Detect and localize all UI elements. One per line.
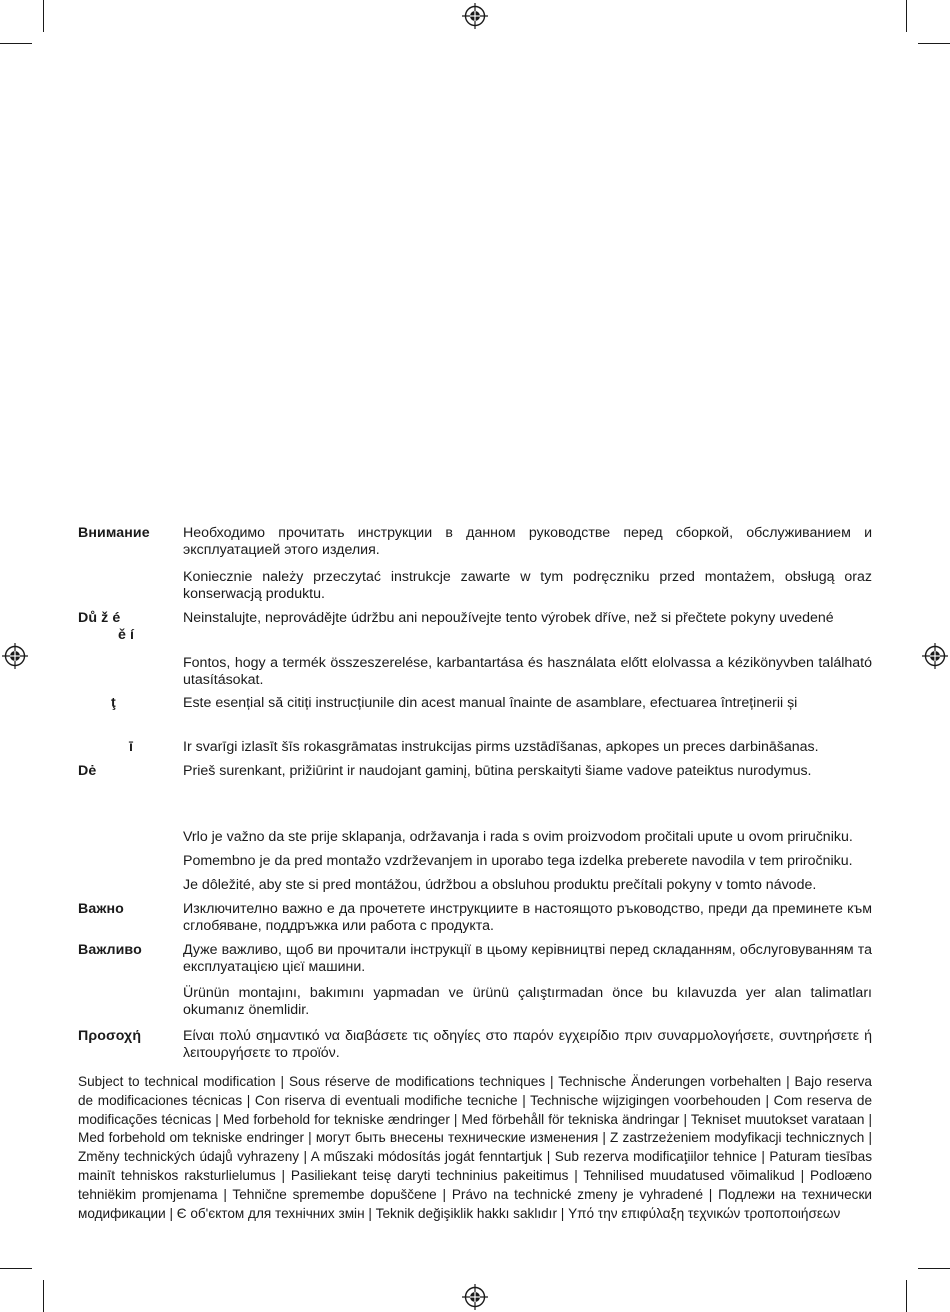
warning-text: Дуже важливо, щоб ви прочитали інструкції в цьому керівництві перед складанням, обслуговуванням та експлуатацією цієї машини. [183,942,872,975]
warning-entry-lt [78,763,872,780]
warning-label: Внимание [78,525,150,541]
warning-text: Prieš surenkant, prižiūrint ir naudojant gaminį, būtina perskaityti šiame vadove pateiktus nurodymus. [183,763,812,779]
warning-text: Vrlo je važno da ste prije sklapanja, održavanja i rada s ovim proizvodom pročitali upute u ovom priručniku. [183,829,853,845]
warning-label: ī [129,739,134,755]
warning-text: Ir svarīgi izlasīt šīs rokasgrāmatas instrukcijas pirms uzstādīšanas, apkopes un preces darbināšanas. [183,739,819,755]
warning-text: Fontos, hogy a termék összeszerelése, karbantartása és használata előtt elolvassa a kézikönyvben található utasításokat. [183,655,872,688]
warning-label [78,655,183,672]
crop-mark-top-left-h [0,43,32,44]
warning-entry-ro [78,695,872,712]
crop-mark-bottom-left-v [43,1280,44,1312]
warning-text: Είναι πολύ σημαντικό να διαβάσετε τις οδηγίες στο παρόν εγχειρίδιο πριν συναρμολογήσετε, συντηρήσετε ή λειτουργήσετε το προϊόν. [183,1028,872,1061]
warning-text: Je dôležité, aby ste si pred montážou, údržbou a obsluhou produktu prečítali pokyny v tomto návode. [183,877,817,893]
warning-entry-pl [78,569,872,603]
warning-label-line1: Dů ž é [78,610,121,626]
registration-mark-icon [462,1284,488,1310]
crop-mark-top-right-v [906,0,907,32]
warning-label [78,569,183,586]
crop-mark-bottom-right-h [918,1268,950,1269]
warning-entry-hr [78,829,872,846]
warning-label: Προσοχή [78,1028,142,1044]
warning-label [78,610,183,644]
crop-mark-bottom-left-h [0,1268,32,1269]
warning-label [78,877,183,894]
crop-mark-top-left-v [43,0,44,32]
warning-entry-bg [78,901,872,935]
warning-label: ţ [111,695,116,711]
warning-entry-sl [78,853,872,870]
technical-modification-notice: Subject to technical modification | Sous réserve de modifications techniques | Technische Änderungen vorbehalten | Bajo reserva de modificaciones técnicas | Con riserva di eventuali modifiche tecniche | Technische wijzigingen voorbehouden | Com reserva de modificações técnicas | Med forbehold for tekniske ændringer | Med förbehåll för tekniska ändringar | Tekniset muutokset varataan | Med forbehold om tekniske endringer | могут быть внесены технические изменения | Z zastrzeżeniem modyfikacji technicznych | Změny technických údajů vyhrazeny | A műszaki módosítás jogát fenntartjuk | Sub rezerva modificaţiilor tehnice | Paturam tiesības mainīt tehniskos raksturlielumus | Pasiliekant teisę daryti techninius pakeitimus | Tehnilised muudatused võimalikud | Podloæno tehniëkim promjenama | Tehnične spremembe dopuščene | Právo na technické zmeny je vyhradené | Подлежи на технически модификации | Є об'єктом для технічних змін | Teknik değişiklik hakkı saklıdır | Υπό την επιφύλαξη τεχνικών τροποποιήσεων [78,1074,872,1221]
warning-label: Важно [78,901,124,917]
registration-mark-icon [922,643,948,669]
warning-entry-uk [78,942,872,976]
warning-text: Este esențial să citiți instrucțiunile din acest manual înainte de asamblare, efectuarea întreținerii și [183,695,798,711]
crop-mark-bottom-right-v [906,1280,907,1312]
warning-text: Neinstalujte, neprovádějte údržbu ani nepoužívejte tento výrobek dříve, než si přečtete pokyny uvedené [183,610,834,626]
warning-entry-lv [78,739,872,756]
warning-entry-hu [78,655,872,689]
registration-mark-icon [462,3,488,29]
warning-label-line2: ě í [118,627,135,643]
warning-text: Необходимо прочитать инструкции в данном руководстве перед сборкой, обслуживанием и эксплуатацией этого изделия. [183,525,872,558]
warning-text: Ürünün montajını, bakımını yapmadan ve ürünü çalıştırmadan önce bu kılavuzda yer alan talimatları okumanız önemlidir. [183,985,872,1018]
warning-entry-tr [78,985,872,1019]
warning-label [78,829,183,846]
warning-entry-sk [78,877,872,894]
warning-entry-ru [78,525,872,559]
warning-label [78,853,183,870]
warning-text: Pomembno je da pred montažo vzdrževanjem in uporabo tega izdelka preberete navodila v tem priročniku. [183,853,853,869]
warning-label: Важливо [78,942,142,958]
warning-text: Изключително важно е да прочетете инструкциите в настоящото ръководство, преди да преминете към сглобяване, поддръжка или работа с продукта. [183,901,872,934]
warning-text: Koniecznie należy przeczytać instrukcje zawarte w tym podręczniku przed montażem, obsługą oraz konserwacją produktu. [183,569,872,602]
warning-label: Dė [78,763,97,779]
crop-mark-top-right-h [918,43,950,44]
warning-entry-cs [78,610,872,644]
warning-entry-el [78,1028,872,1062]
warning-label [78,985,183,1002]
registration-mark-icon [2,643,28,669]
